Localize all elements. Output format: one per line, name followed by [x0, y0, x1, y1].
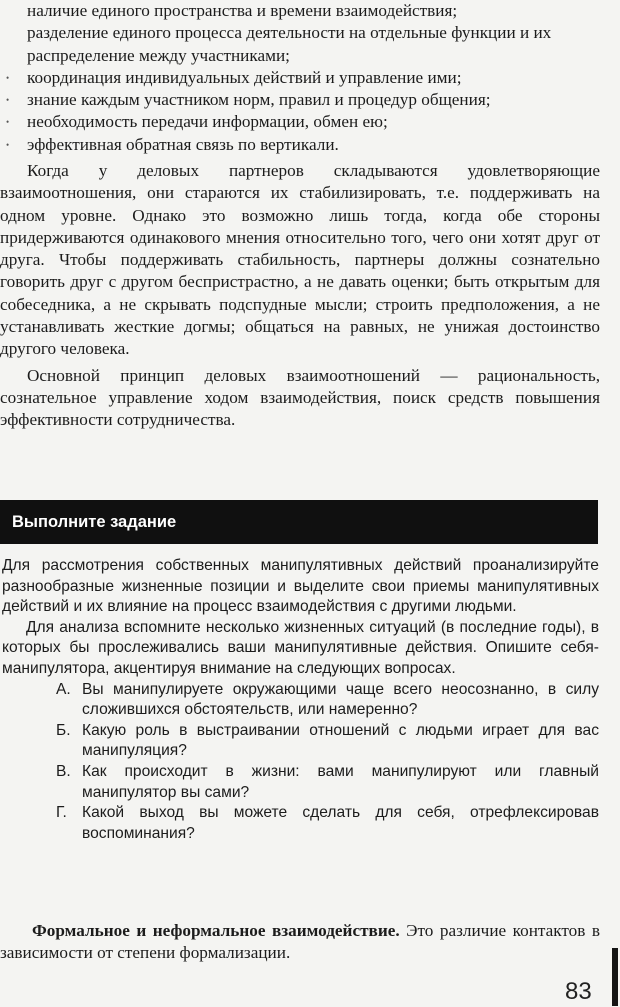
task-paragraph-1: Для рассмотрения собственных манипулятивных действий проанализируйте разнообразные жизненные позиции и выделите свои приемы манипулятивных действий и их влияние на процесс взаимодействия с другими людьми. — [2, 557, 599, 616]
list-item — [0, 134, 600, 156]
page-edge-bar — [612, 948, 618, 1006]
list-item-text: необходимость передачи информации, обмен ею; — [27, 112, 388, 132]
question-label: Г. — [56, 804, 67, 822]
closing-paragraph — [0, 920, 600, 965]
intro-list — [0, 0, 600, 156]
paragraph-main-principle: Основной принцип деловых взаимоотношений — рациональность, сознательное управление ходом взаимодействия, поиск средств повышения эффективности сотрудничества. — [0, 365, 600, 430]
question-text: Какую роль в выстраивании отношений с людьми играет для вас манипуляция? — [82, 721, 599, 760]
bullet: • — [6, 95, 10, 106]
list-item-text: знание каждым участником норм, правил и процедур общения; — [27, 90, 491, 110]
list-item-text: координация индивидуальных действий и управление ими; — [27, 67, 462, 87]
term-heading: Формальное и неформальное взаимодействие. — [32, 921, 400, 940]
task-paragraph-2: Для анализа вспомните несколько жизненных ситуаций (в последние годы), в которых бы прослеживались ваши манипулятивные действия. Опишите себя-манипулятора, акцентируя внимание на следующих вопросах. — [2, 618, 599, 677]
task-banner — [0, 500, 598, 544]
question-label: В. — [56, 762, 71, 780]
bullet: • — [6, 139, 10, 150]
bullet: • — [6, 117, 10, 128]
task-banner-title: Выполните задание — [12, 513, 177, 531]
list-item-text: разделение единого процесса деятельности на отдельные функции и их распределение между участниками; — [27, 23, 552, 65]
list-item-text: эффективная обратная связь по вертикали. — [27, 134, 339, 154]
list-item — [0, 0, 600, 22]
list-item — [0, 89, 600, 111]
page-number: 83 — [565, 978, 592, 1005]
task-section — [2, 556, 599, 844]
closing-section — [0, 920, 600, 965]
question-item — [2, 762, 599, 803]
body-paragraphs — [0, 160, 600, 432]
list-item — [0, 111, 600, 133]
question-text: Как происходит в жизни: вами манипулируют или главный манипулятор вы сами? — [82, 762, 599, 801]
bullet: • — [6, 72, 10, 83]
question-text: Какой выход вы можете сделать для себя, отрефлексировав воспоминания? — [82, 804, 599, 842]
question-item — [2, 721, 599, 762]
paragraph-business-relations: Когда у деловых партнеров складываются удовлетворяющие взаимоотношения, они стараются их стабилизировать, т.е. поддерживать на одном уровне. Однако это возможно лишь тогда, когда обе стороны придерживаются одинакового мнения относительно того, чего они хотят друг от друга. Чтобы поддерживать стабильность, партнеры должны сознательно говорить друг с другом беспристрастно, а не давать оценки; быть открытым для собеседника, а не скрывать подспудные мысли; строить предположения, а не устанавливать жесткие догмы; общаться на равных, не унижая достоинство другого человека. — [0, 161, 600, 359]
list-item — [0, 67, 600, 89]
question-text: Вы манипулируете окружающими чаще всего неосознанно, в силу сложившихся обстоятельств, или намеренно? — [82, 680, 599, 719]
question-label: А. — [56, 680, 71, 698]
list-item — [0, 22, 600, 67]
question-item — [2, 680, 599, 721]
list-item-text: наличие единого пространства и времени взаимодействия; — [27, 1, 458, 20]
question-item — [2, 803, 599, 844]
question-label: Б. — [56, 721, 71, 739]
term-definition: Это различие контактов в зависимости от степени формализации. — [0, 921, 600, 963]
